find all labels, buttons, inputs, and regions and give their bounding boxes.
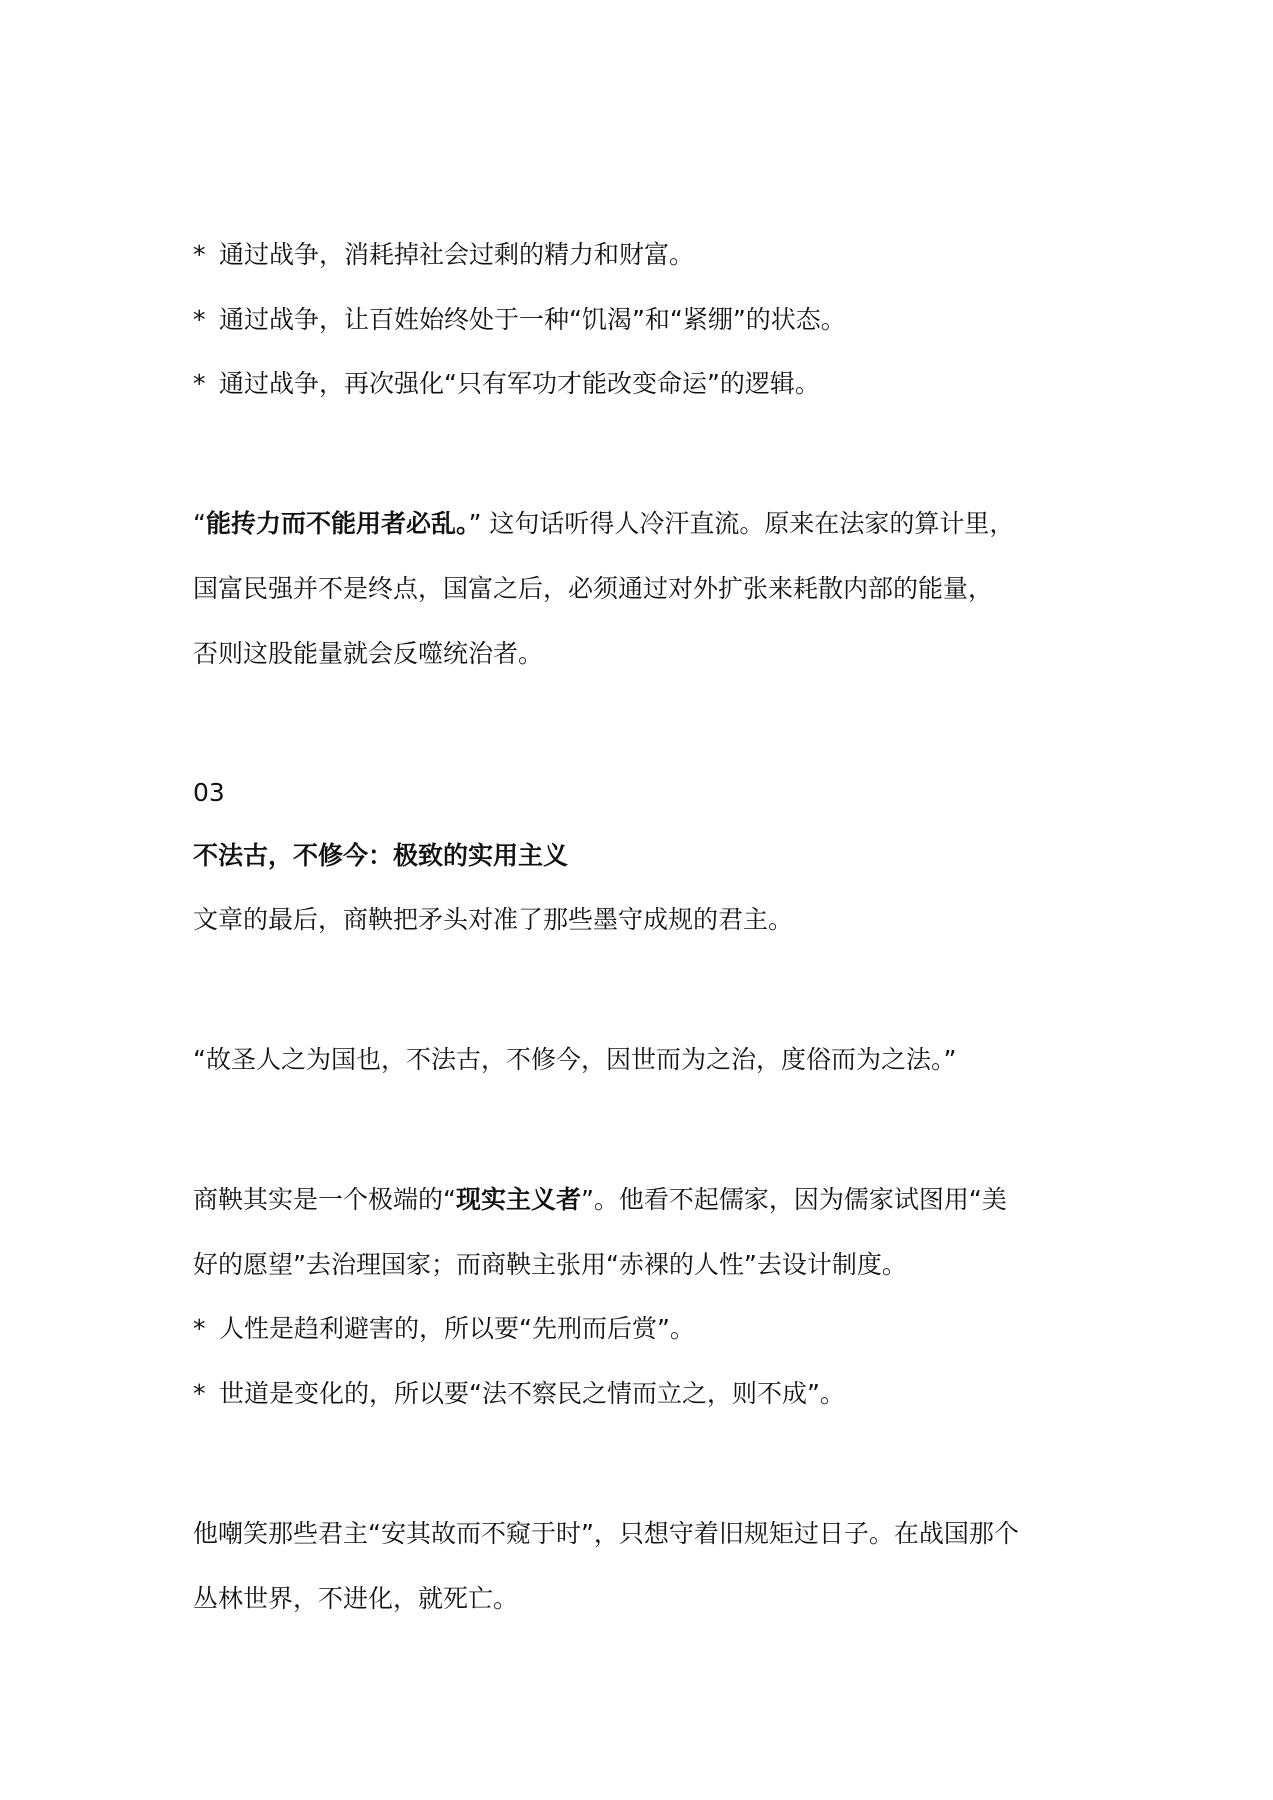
paragraph-text: 否则这股能量就会反噬统治者。 (193, 639, 544, 668)
bullet-marker: * (193, 1314, 206, 1343)
paragraph-text: ”。他看不起儒家，因为儒家试图用“美 (580, 1185, 1007, 1214)
bullet-item (193, 303, 846, 337)
bullet-marker: * (193, 240, 206, 269)
bullet-text: 世道是变化的，所以要“法不察民之情而立之，则不成”。 (219, 1379, 845, 1408)
bullet-marker: * (193, 1379, 206, 1408)
document-page (193, 0, 1093, 1800)
bullet-text: 通过战争，再次强化“只有军功才能改变命运”的逻辑。 (219, 369, 820, 398)
bullet-item (193, 1377, 845, 1411)
section-number: 03 (193, 778, 225, 807)
bullet-text: 通过战争，消耗掉社会过剩的精力和财富。 (219, 240, 695, 269)
paragraph-line: 丛林世界，不进化，就死亡。 (193, 1584, 519, 1613)
paragraph-text: 商鞅其实是一个极端的“ (193, 1185, 456, 1214)
bullet-text: 人性是趋利避害的，所以要“先刑而后赏”。 (219, 1314, 695, 1343)
bullet-item (193, 367, 820, 401)
bold-quote: 能抟力而不能用者必乱。 (205, 509, 469, 538)
paragraph-text: 国富民强并不是终点，国富之后，必须通过对外扩张来耗散内部的能量， (193, 574, 994, 603)
bullet-marker: * (193, 305, 206, 334)
block-quote: “故圣人之为国也，不法古，不修今，因世而为之治，度俗而为之法。” (193, 1045, 957, 1074)
paragraph-line (193, 637, 543, 671)
paragraph-line: 好的愿望”去治理国家；而商鞅主张用“赤裸的人性”去设计制度。 (193, 1250, 907, 1279)
paragraph-line: 文章的最后，商鞅把矛头对准了那些墨守成规的君主。 (193, 905, 794, 934)
paragraph-line: 他嘲笑那些君主“安其故而不窥于时”，只想守着旧规矩过日子。在战国那个 (193, 1519, 1019, 1548)
bullet-marker: * (193, 369, 206, 398)
paragraph-text: ” 这句话听得人冷汗直流。原来在法家的算计里， (468, 509, 1015, 538)
bullet-item (193, 238, 694, 272)
bullet-text: 通过战争，让百姓始终处于一种“饥渴”和“紧绷”的状态。 (219, 305, 846, 334)
section-heading: 不法古，不修今：极致的实用主义 (193, 841, 569, 870)
paragraph-line (193, 1183, 1007, 1217)
paragraph-line (193, 572, 993, 606)
paragraph-line (193, 507, 1014, 541)
bold-term: 现实主义者 (455, 1185, 581, 1214)
quote-mark: “ (193, 509, 206, 538)
bullet-item (193, 1312, 695, 1346)
